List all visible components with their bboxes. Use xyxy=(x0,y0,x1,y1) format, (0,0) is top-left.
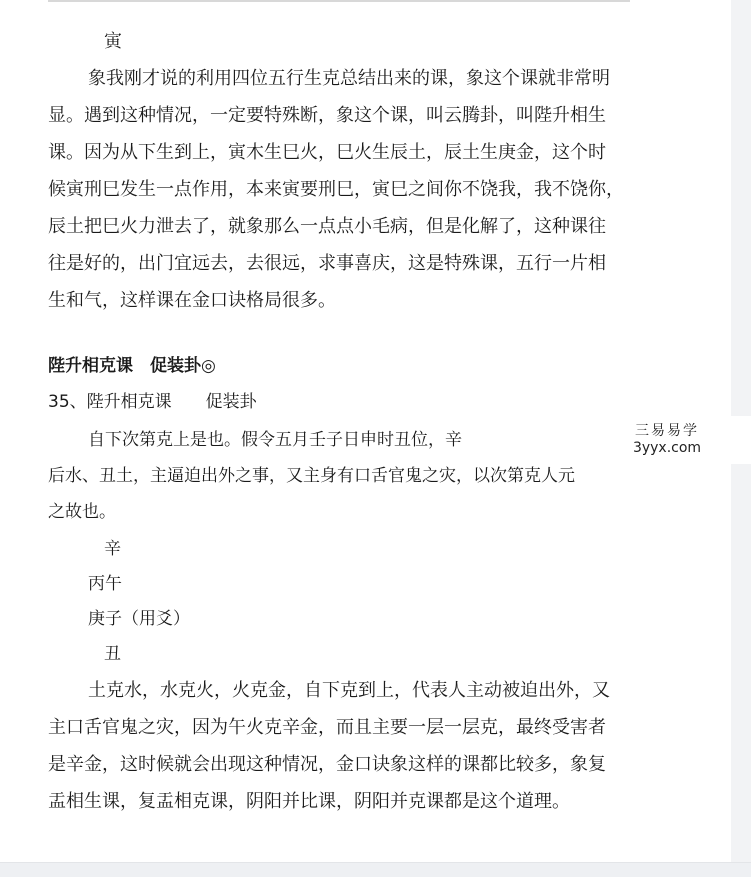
paragraph-line: 课。因为从下生到上，寅木生巳火，巳火生辰土，辰土生庚金，这个时 xyxy=(48,142,606,163)
section-label: 寅 xyxy=(104,31,122,52)
paragraph-line: 盂相生课，复盂相克课，阴阳并比课，阴阳并克课都是这个道理。 xyxy=(48,791,570,812)
paragraph-line: 是辛金，这时候就会出现这种情况，金口诀象这样的课都比较多，象复 xyxy=(48,754,606,775)
chart-line: 丑 xyxy=(104,644,121,664)
paragraph-line: 往是好的，出门宜远去，去很远，求事喜庆，这是特殊课，五行一片相 xyxy=(48,253,606,274)
paragraph-line: 之故也。 xyxy=(48,502,116,522)
paragraph-line: 后水、丑土，主逼迫出外之事，又主身有口舌官鬼之灾，以次第克人元 xyxy=(48,466,575,486)
paragraph-line: 候寅刑巳发生一点作用，本来寅要刑巳，寅巳之间你不饶我，我不饶你， xyxy=(48,179,624,200)
section-subheading: 35、陛升相克课 促装卦 xyxy=(48,392,257,412)
top-divider xyxy=(48,0,630,2)
watermark-url: 3yyx.com xyxy=(632,440,702,456)
chart-line: 辛 xyxy=(104,539,121,559)
paragraph-line: 显。遇到这种情况，一定要特殊断，象这个课，叫云腾卦，叫陛升相生 xyxy=(48,105,606,126)
paragraph-line: 自下次第克上是也。假令五月壬子日申时丑位，辛 xyxy=(88,430,462,450)
bottom-bar xyxy=(0,862,751,877)
paragraph-line: 主口舌官鬼之灾，因为午火克辛金，而且主要一层一层克，最终受害者 xyxy=(48,717,606,738)
paragraph-line: 辰土把巳火力泄去了，就象那么一点点小毛病，但是化解了，这种课往 xyxy=(48,216,606,237)
watermark-name: 三易易学 xyxy=(635,423,699,439)
paragraph-line: 生和气，这样课在金口诀格局很多。 xyxy=(48,290,336,311)
paragraph-line: 土克水，水克火，火克金，自下克到上，代表人主动被迫出外，又 xyxy=(88,680,610,701)
paragraph-line: 象我刚才说的利用四位五行生克总结出来的课，象这个课就非常明 xyxy=(88,68,610,89)
chart-line: 丙午 xyxy=(88,574,122,594)
section-heading: 陛升相克课 促装卦◎ xyxy=(48,356,216,376)
site-watermark xyxy=(583,416,751,464)
chart-line: 庚子（用爻） xyxy=(88,609,190,629)
